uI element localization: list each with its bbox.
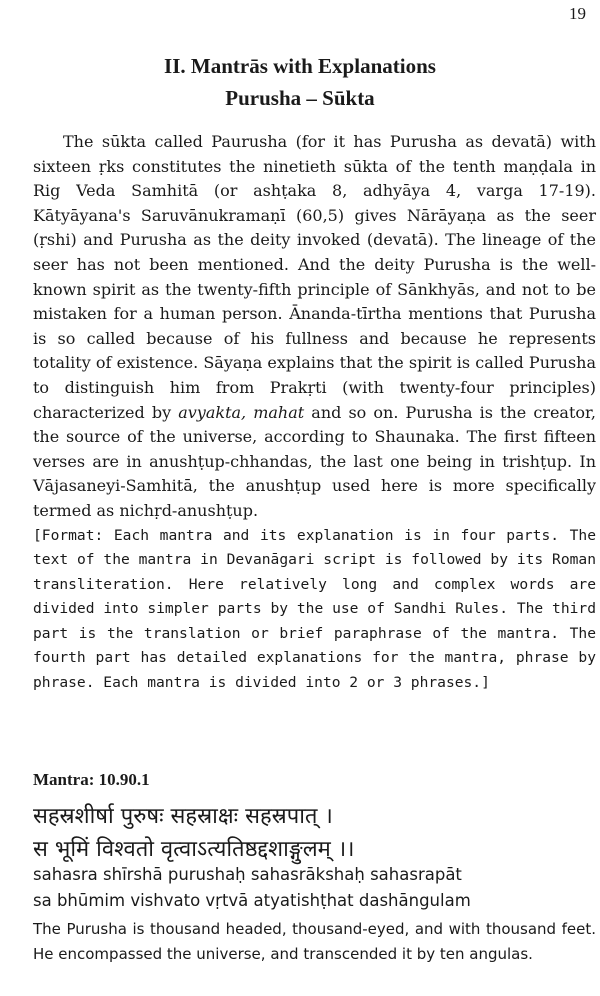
format-note: [Format: Each mantra and its explanation is in four parts. The text of the mantra in Devanāgari script is followed by its Roman transliteration. Here relatively long and complex words are divided into simpler parts by the use of Sandhi Rules. The third part is the translation or brief paraphrase of the mantra. The fourth part has detailed explanations for the mantra, phrase by phrase. Each mantra is divided into 2 or 3 phrases.] — [33, 526, 596, 692]
intro-italic-terms: avyakta, mahat — [178, 402, 305, 422]
intro-text-1: The sūkta called Paurusha (for it has Purusha as devatā) with sixteen ṛks constitutes the ninetieth sūkta of the tenth maṇḍala in Rig Veda Samhitā (or ashṭaka 8, adhyāya 4, varga 17-19). Kātyāyana's Saruvānukramaṇī (60,5) gives Nārāyaṇa as the seer (ṛshi) and Purusha as the deity invoked (devatā). The lineage of the seer has not been mentioned. And the deity Purusha is the well-known spirit as the twenty-fifth principle of Sānkhyās, and not to be mistaken for a human person. Ānanda-tīrtha mentions that Purusha is so called because of his fullness and because he represents totality of existence. Sāyaṇa explains that the spirit is called Purusha to distinguish him from Prakṛti (with twenty-four principles) characterized by — [33, 132, 596, 422]
section-subtitle: Purusha – Sūkta — [225, 86, 375, 110]
intro-text-2: and so on. Purusha is the creator, the source of the universe, according to Shaunaka. The first fifteen verses are in anushṭup-chhandas, the last one being in trishṭup. In Vājasaneyi-Samhitā, the anushṭup used here is more specifically termed as nichṛd-anushṭup. — [33, 402, 597, 520]
page-number: 19 — [569, 4, 586, 23]
mantra-devanagari-line-1: सहस्रशीर्षा पुरुषः सहस्राक्षः सहस्रपात् । — [33, 804, 333, 829]
mantra-roman-line-2: sa bhūmim vishvato vṛtvā atyatishṭhat dashāngulam — [33, 891, 471, 910]
mantra-devanagari-line-2: स भूमिं विश्वतो वृत्वाऽत्यतिष्ठद्दशाङ्गुलम् ।। — [33, 837, 355, 862]
mantra-label: Mantra: 10.90.1 — [33, 770, 150, 789]
intro-paragraph — [33, 130, 596, 524]
section-title: II. Mantrās with Explanations — [164, 54, 436, 78]
main-text — [33, 130, 596, 696]
mantra-roman-line-1: sahasra shīrshā purushaḥ sahasrākshaḥ sahasrapāt — [33, 865, 462, 884]
mantra-translation: The Purusha is thousand headed, thousand-eyed, and with thousand feet. He encompassed the universe, and transcended it by ten angulas. — [33, 920, 596, 963]
